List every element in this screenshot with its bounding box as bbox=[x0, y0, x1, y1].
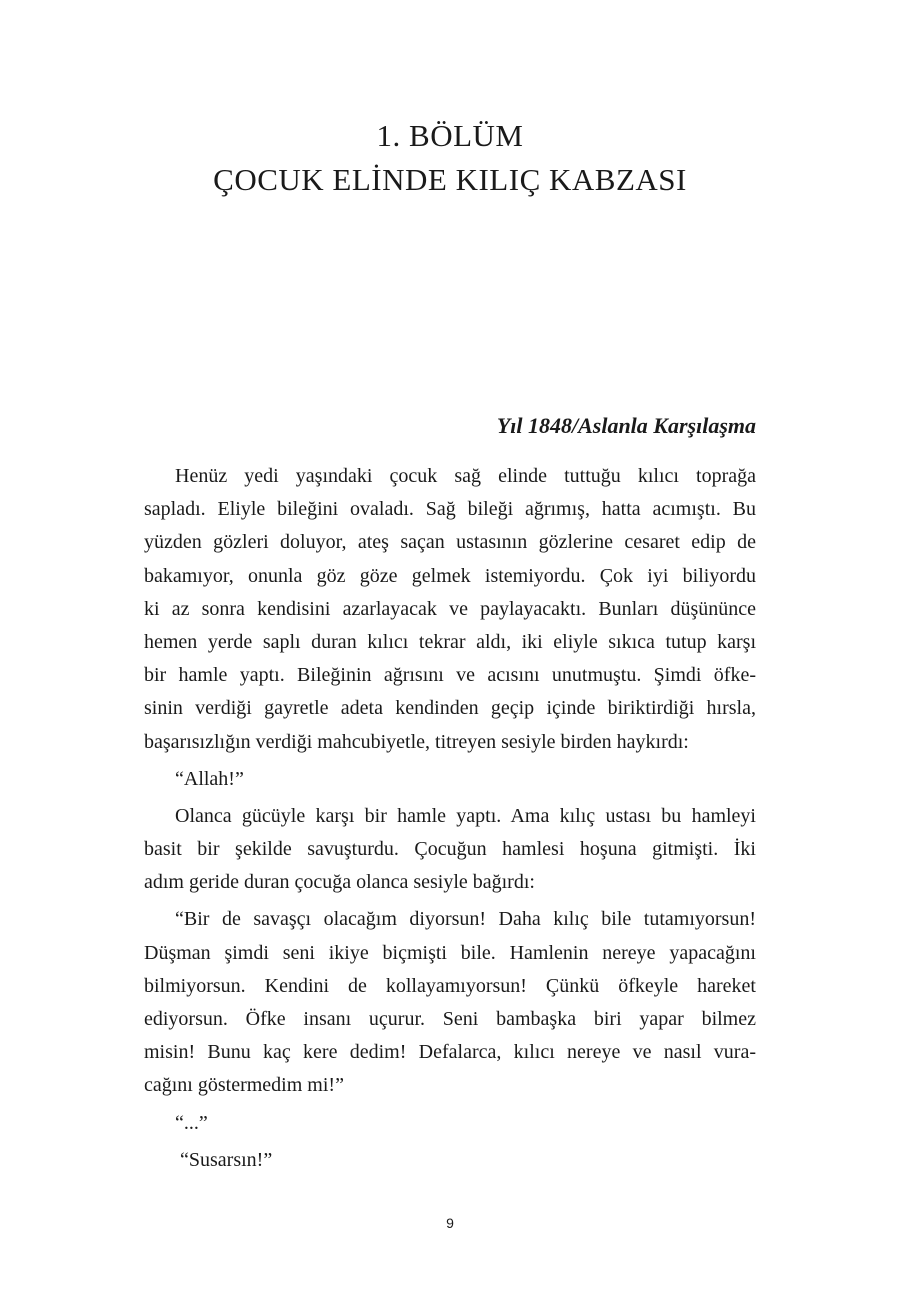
paragraph-1 bbox=[144, 460, 756, 759]
dialogue-ellipsis: “...” bbox=[175, 1111, 208, 1134]
text-line: bakamıyor, onunla göz göze gelmek istemiyordu. Çok iyi biliyordu bbox=[144, 564, 756, 587]
dialogue-susarsin: “Susarsın!” bbox=[180, 1148, 273, 1171]
text-line: bir hamle yaptı. Bileğinin ağrısını ve acısını unutmuştu. Şimdi öfke- bbox=[144, 664, 756, 687]
paragraph-3 bbox=[144, 800, 756, 900]
text-line: başarısızlığın verdiği mahcubiyetle, titreyen sesiyle birden haykırdı: bbox=[144, 730, 689, 753]
text-line: sapladı. Eliyle bileğini ovaladı. Sağ bileği ağrımış, hatta acımıştı. Bu bbox=[144, 498, 756, 521]
text-line: adım geride duran çocuğa olanca sesiyle bağırdı: bbox=[144, 871, 535, 894]
text-line: hemen yerde saplı duran kılıcı tekrar aldı, iki eliyle sıkıca tutup karşı bbox=[144, 630, 756, 653]
section-title: Yıl 1848/Aslanla Karşılaşma bbox=[496, 413, 756, 438]
paragraph-4 bbox=[144, 903, 756, 1102]
text-line: misin! Bunu kaç kere dedim! Defalarca, kılıcı nereye ve nasıl vura- bbox=[144, 1041, 756, 1064]
body-text bbox=[144, 460, 756, 1181]
text-line: Henüz yedi yaşındaki çocuk sağ elinde tuttuğu kılıcı toprağa bbox=[175, 465, 756, 487]
text-line: cağını göstermedim mi!” bbox=[144, 1074, 344, 1097]
chapter-heading bbox=[0, 114, 900, 202]
text-line: bilmiyorsun. Kendini de kollayamıyorsun! Çünkü öfkeyle hareket bbox=[144, 974, 756, 997]
text-line: ki az sonra kendisini azarlayacak ve paylayacaktı. Bunları düşününce bbox=[144, 597, 756, 620]
text-line: “Bir de savaşçı olacağım diyorsun! Daha kılıç bile tutamıyorsun! bbox=[175, 908, 756, 931]
dialogue-allah: “Allah!” bbox=[175, 767, 244, 790]
text-line: Düşman şimdi seni ikiye biçmişti bile. Hamlenin nereye yapacağını bbox=[144, 941, 756, 964]
text-line: Olanca gücüyle karşı bir hamle yaptı. Ama kılıç ustası bu hamleyi bbox=[175, 804, 756, 827]
chapter-number: 1. BÖLÜM bbox=[376, 118, 524, 153]
text-line: yüzden gözleri doluyor, ateş saçan ustasının gözlerine cesaret edip de bbox=[144, 531, 756, 554]
page-number: 9 bbox=[446, 1215, 454, 1231]
text-line: ediyorsun. Öfke insanı uçurur. Seni bambaşka biri yapar bilmez bbox=[144, 1008, 756, 1030]
text-line: basit bir şekilde savuşturdu. Çocuğun hamlesi hoşuna gitmişti. İki bbox=[144, 838, 756, 861]
text-line: sinin verdiği gayretle adeta kendinden geçip içinde biriktirdiği hırsla, bbox=[144, 697, 756, 720]
chapter-title: ÇOCUK ELİNDE KILIÇ KABZASI bbox=[213, 162, 687, 197]
